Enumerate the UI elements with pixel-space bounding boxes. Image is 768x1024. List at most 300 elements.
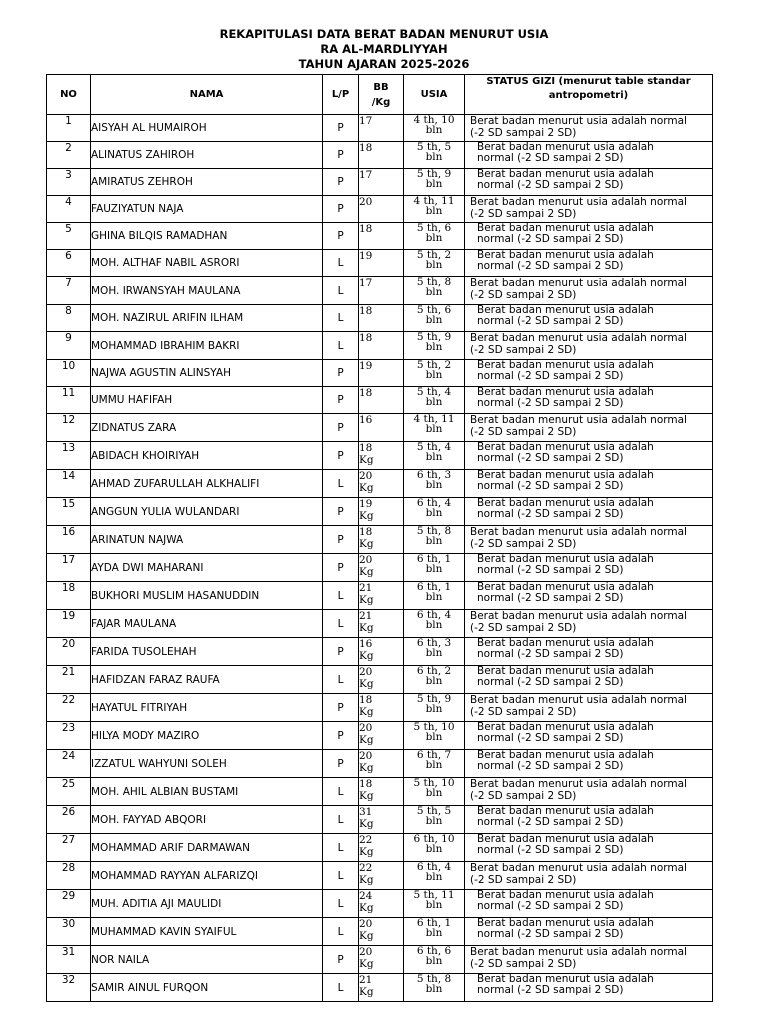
age-unit: bln: [425, 314, 443, 326]
age-unit: bln: [425, 151, 443, 163]
status-text: [465, 610, 712, 634]
status-line-1: Berat badan menurut usia adalah normal: [470, 277, 687, 289]
status-line-1: Berat badan menurut usia adalah: [477, 889, 654, 901]
header-bb-line1: BB: [373, 81, 389, 93]
table-row: [47, 974, 713, 1002]
status-line-1: Berat badan menurut usia adalah normal: [470, 694, 687, 706]
weight-value: 18: [359, 305, 373, 317]
weight-kg: [359, 305, 404, 332]
row-number: 13: [47, 442, 91, 470]
age: [404, 142, 465, 169]
status-line-2: (-2 SD sampai 2 SD): [470, 622, 577, 634]
status-line-2: (-2 SD sampai 2 SD): [470, 538, 577, 550]
status-line-2: (-2 SD sampai 2 SD): [470, 706, 577, 718]
row-number: 6: [47, 250, 91, 277]
status-text: [465, 115, 712, 139]
age-years-months: 6 th, 3: [416, 469, 452, 481]
student-name: ABIDACH KHOIRIYAH: [91, 442, 323, 470]
title-line-1: REKAPITULASI DATA BERAT BADAN MENURUT USIA: [219, 27, 549, 41]
weight-kg: [359, 277, 404, 305]
status-line-1: Berat badan menurut usia adalah: [477, 386, 654, 398]
table-row: [47, 554, 713, 582]
weight-value: 18: [359, 332, 373, 344]
age-years-months: 5 th, 5: [416, 141, 452, 153]
table-row: [47, 946, 713, 974]
status-line-2: (-2 SD sampai 2 SD): [470, 289, 577, 301]
nutrition-status: [465, 778, 713, 806]
row-number: 5: [47, 223, 91, 250]
status-text: [465, 666, 712, 688]
age-unit: bln: [425, 232, 443, 244]
gender: L: [323, 332, 359, 360]
age: [404, 360, 465, 387]
row-number: 15: [47, 498, 91, 526]
status-line-1: Berat badan menurut usia adalah normal: [470, 946, 687, 958]
age-unit: bln: [425, 259, 443, 271]
status-line-1: Berat badan menurut usia adalah: [477, 917, 654, 929]
age-unit: bln: [425, 899, 443, 911]
age-years-months: 6 th, 2: [416, 665, 452, 677]
status-line-1: Berat badan menurut usia adalah: [477, 249, 654, 261]
status-text: [465, 722, 712, 744]
table-header-row: [47, 75, 713, 115]
age-years-months: 5 th, 9: [416, 331, 452, 343]
age-years-months: 5 th, 6: [416, 222, 452, 234]
weight-kg: [359, 414, 404, 442]
age-years-months: 4 th, 11: [413, 413, 455, 425]
row-number: 24: [47, 750, 91, 778]
weight-value: 18: [359, 694, 373, 706]
age: [404, 305, 465, 332]
age: [404, 582, 465, 610]
gender: P: [323, 750, 359, 778]
nutrition-status: [465, 610, 713, 638]
weight-kg: [359, 223, 404, 250]
nutrition-status: [465, 946, 713, 974]
status-line-2: normal (-2 SD sampai 2 SD): [477, 592, 624, 604]
weight-value: 24: [359, 890, 373, 902]
weight-kg: [359, 974, 404, 1002]
gender: L: [323, 974, 359, 1002]
row-number: 31: [47, 946, 91, 974]
age-unit: bln: [425, 703, 443, 715]
student-name: NAJWA AGUSTIN ALINSYAH: [91, 360, 323, 387]
weight-unit: Kg: [359, 986, 374, 998]
title-line-3: TAHUN AJARAN 2025-2026: [298, 57, 470, 71]
age-years-months: 6 th, 4: [416, 497, 452, 509]
weight-kg: [359, 554, 404, 582]
student-name: MOH. ALTHAF NABIL ASRORI: [91, 250, 323, 277]
nutrition-status: [465, 918, 713, 946]
age-unit: bln: [425, 815, 443, 827]
status-text: [465, 387, 712, 409]
table-row: [47, 360, 713, 387]
age: [404, 250, 465, 277]
status-text: [465, 196, 712, 220]
status-text: [465, 778, 712, 802]
weight-value: 18: [359, 442, 373, 454]
gender: P: [323, 387, 359, 414]
weight-value: 31: [359, 806, 373, 818]
status-line-1: Berat badan menurut usia adalah: [477, 721, 654, 733]
age-years-months: 6 th, 4: [416, 609, 452, 621]
age-unit: bln: [425, 178, 443, 190]
nutrition-status: [465, 666, 713, 694]
gender: P: [323, 223, 359, 250]
student-name: FAJAR MAULANA: [91, 610, 323, 638]
weight-value: 18: [359, 526, 373, 538]
student-name: IZZATUL WAHYUNI SOLEH: [91, 750, 323, 778]
student-name: FAUZIYATUN NAJA: [91, 196, 323, 223]
row-number: 8: [47, 305, 91, 332]
age: [404, 414, 465, 442]
weight-value: 16: [359, 414, 373, 426]
age: [404, 442, 465, 470]
gender: L: [323, 582, 359, 610]
status-line-2: (-2 SD sampai 2 SD): [470, 874, 577, 886]
status-line-2: normal (-2 SD sampai 2 SD): [477, 179, 624, 191]
weight-kg: [359, 610, 404, 638]
status-line-2: normal (-2 SD sampai 2 SD): [477, 564, 624, 576]
status-line-2: normal (-2 SD sampai 2 SD): [477, 676, 624, 688]
gender: P: [323, 694, 359, 722]
age-years-months: 6 th, 1: [416, 581, 452, 593]
status-text: [465, 250, 712, 272]
nutrition-status: [465, 498, 713, 526]
table-row: [47, 582, 713, 610]
student-name: MOHAMMAD ARIF DARMAWAN: [91, 834, 323, 862]
weight-kg: [359, 142, 404, 169]
status-line-1: Berat badan menurut usia adalah normal: [470, 414, 687, 426]
gender: L: [323, 806, 359, 834]
status-line-2: normal (-2 SD sampai 2 SD): [477, 508, 624, 520]
age-unit: bln: [425, 451, 443, 463]
weight-table: [46, 74, 713, 1002]
table-row: [47, 638, 713, 666]
gender: P: [323, 196, 359, 223]
student-name: FARIDA TUSOLEHAH: [91, 638, 323, 666]
nutrition-status: [465, 223, 713, 250]
student-name: ANGGUN YULIA WULANDARI: [91, 498, 323, 526]
age: [404, 946, 465, 974]
status-line-2: normal (-2 SD sampai 2 SD): [477, 844, 624, 856]
age-years-months: 5 th, 5: [416, 805, 452, 817]
weight-value: 19: [359, 250, 373, 262]
weight-kg: [359, 638, 404, 666]
table-row: [47, 806, 713, 834]
row-number: 7: [47, 277, 91, 305]
student-name: MOHAMMAD IBRAHIM BAKRI: [91, 332, 323, 360]
student-name: ALINATUS ZAHIROH: [91, 142, 323, 169]
age-years-months: 5 th, 9: [416, 168, 452, 180]
age: [404, 834, 465, 862]
status-text: [465, 694, 712, 718]
status-line-1: Berat badan menurut usia adalah: [477, 805, 654, 817]
row-number: 17: [47, 554, 91, 582]
age: [404, 890, 465, 918]
row-number: 21: [47, 666, 91, 694]
age-unit: bln: [425, 647, 443, 659]
status-text: [465, 890, 712, 912]
age: [404, 918, 465, 946]
status-line-2: normal (-2 SD sampai 2 SD): [477, 760, 624, 772]
weight-value: 20: [359, 722, 373, 734]
gender: L: [323, 470, 359, 498]
student-name: BUKHORI MUSLIM HASANUDDIN: [91, 582, 323, 610]
gender: P: [323, 554, 359, 582]
gender: L: [323, 890, 359, 918]
status-line-1: Berat badan menurut usia adalah normal: [470, 196, 687, 208]
gender: L: [323, 250, 359, 277]
gender: L: [323, 666, 359, 694]
gender: P: [323, 526, 359, 554]
row-number: 22: [47, 694, 91, 722]
status-text: [465, 360, 712, 382]
nutrition-status: [465, 526, 713, 554]
table-row: [47, 918, 713, 946]
age-unit: bln: [425, 675, 443, 687]
row-number: 29: [47, 890, 91, 918]
status-text: [465, 862, 712, 886]
status-line-1: Berat badan menurut usia adalah normal: [470, 610, 687, 622]
weight-unit: Kg: [359, 706, 374, 718]
status-line-2: normal (-2 SD sampai 2 SD): [477, 816, 624, 828]
status-line-1: Berat badan menurut usia adalah normal: [470, 332, 687, 344]
age-unit: bln: [425, 286, 443, 298]
weight-kg: [359, 862, 404, 890]
nutrition-status: [465, 387, 713, 414]
age-unit: bln: [425, 619, 443, 631]
student-name: ARINATUN NAJWA: [91, 526, 323, 554]
status-text: [465, 526, 712, 550]
status-text: [465, 946, 712, 970]
age-years-months: 5 th, 2: [416, 359, 452, 371]
table-row: [47, 414, 713, 442]
student-name: MOHAMMAD RAYYAN ALFARIZQI: [91, 862, 323, 890]
student-name: GHINA BILQIS RAMADHAN: [91, 223, 323, 250]
table-row: [47, 169, 713, 196]
weight-kg: [359, 498, 404, 526]
weight-unit: Kg: [359, 734, 374, 746]
status-line-2: normal (-2 SD sampai 2 SD): [477, 452, 624, 464]
table-row: [47, 610, 713, 638]
age-unit: bln: [425, 479, 443, 491]
status-line-2: (-2 SD sampai 2 SD): [470, 958, 577, 970]
status-line-2: normal (-2 SD sampai 2 SD): [477, 732, 624, 744]
header-bb-line2: /Kg: [371, 96, 391, 108]
age: [404, 223, 465, 250]
table-row: [47, 142, 713, 169]
age-unit: bln: [425, 396, 443, 408]
status-line-1: Berat badan menurut usia adalah: [477, 469, 654, 481]
row-number: 11: [47, 387, 91, 414]
age-years-months: 4 th, 11: [413, 195, 455, 207]
status-text: [465, 277, 712, 301]
nutrition-status: [465, 332, 713, 360]
status-line-2: (-2 SD sampai 2 SD): [470, 426, 577, 438]
status-text: [465, 554, 712, 576]
status-text: [465, 638, 712, 660]
status-line-1: Berat badan menurut usia adalah: [477, 141, 654, 153]
gender: P: [323, 360, 359, 387]
status-line-2: normal (-2 SD sampai 2 SD): [477, 233, 624, 245]
row-number: 23: [47, 722, 91, 750]
weight-kg: [359, 918, 404, 946]
age-years-months: 5 th, 6: [416, 304, 452, 316]
age: [404, 196, 465, 223]
row-number: 19: [47, 610, 91, 638]
header-nama: NAMA: [91, 75, 323, 115]
age: [404, 277, 465, 305]
weight-value: 20: [359, 750, 373, 762]
age-unit: bln: [425, 787, 443, 799]
weight-unit: Kg: [359, 566, 374, 578]
row-number: 9: [47, 332, 91, 360]
weight-kg: [359, 169, 404, 196]
age-years-months: 5 th, 8: [416, 973, 452, 985]
nutrition-status: [465, 638, 713, 666]
nutrition-status: [465, 414, 713, 442]
row-number: 16: [47, 526, 91, 554]
status-line-1: Berat badan menurut usia adalah: [477, 497, 654, 509]
student-name: MOH. FAYYAD ABQORI: [91, 806, 323, 834]
row-number: 4: [47, 196, 91, 223]
status-text: [465, 918, 712, 940]
table-row: [47, 332, 713, 360]
student-name: ZIDNATUS ZARA: [91, 414, 323, 442]
gender: P: [323, 722, 359, 750]
weight-value: 21: [359, 974, 373, 986]
weight-unit: Kg: [359, 902, 374, 914]
age-years-months: 5 th, 9: [416, 693, 452, 705]
student-name: NOR NAILA: [91, 946, 323, 974]
status-line-1: Berat badan menurut usia adalah: [477, 833, 654, 845]
weight-unit: Kg: [359, 958, 374, 970]
status-text: [465, 305, 712, 327]
weight-kg: [359, 666, 404, 694]
weight-value: 20: [359, 554, 373, 566]
gender: L: [323, 305, 359, 332]
table-row: [47, 666, 713, 694]
weight-value: 17: [359, 115, 373, 127]
weight-unit: Kg: [359, 594, 374, 606]
age: [404, 694, 465, 722]
age: [404, 387, 465, 414]
weight-value: 20: [359, 470, 373, 482]
status-line-1: Berat badan menurut usia adalah: [477, 973, 654, 985]
weight-value: 20: [359, 666, 373, 678]
weight-kg: [359, 526, 404, 554]
nutrition-status: [465, 277, 713, 305]
weight-unit: Kg: [359, 538, 374, 550]
status-text: [465, 582, 712, 604]
status-line-1: Berat badan menurut usia adalah: [477, 441, 654, 453]
student-name: MUH. ADITIA AJI MAULIDI: [91, 890, 323, 918]
weight-unit: Kg: [359, 678, 374, 690]
table-row: [47, 834, 713, 862]
status-text: [465, 974, 712, 996]
row-number: 28: [47, 862, 91, 890]
age-years-months: 5 th, 10: [413, 777, 455, 789]
weight-value: 20: [359, 196, 373, 208]
status-line-2: normal (-2 SD sampai 2 SD): [477, 370, 624, 382]
nutrition-status: [465, 470, 713, 498]
status-text: [465, 498, 712, 520]
nutrition-status: [465, 115, 713, 142]
age-years-months: 5 th, 2: [416, 249, 452, 261]
gender: L: [323, 918, 359, 946]
weight-kg: [359, 442, 404, 470]
nutrition-status: [465, 142, 713, 169]
status-text: [465, 834, 712, 856]
title-line-2: RA AL-MARDLIYYAH: [320, 42, 448, 56]
gender: L: [323, 834, 359, 862]
age: [404, 554, 465, 582]
weight-kg: [359, 332, 404, 360]
status-line-1: Berat badan menurut usia adalah: [477, 581, 654, 593]
table-row: [47, 387, 713, 414]
gender: P: [323, 115, 359, 142]
status-line-1: Berat badan menurut usia adalah normal: [470, 115, 687, 127]
weight-kg: [359, 778, 404, 806]
weight-value: 17: [359, 169, 373, 181]
table-row: [47, 442, 713, 470]
nutrition-status: [465, 862, 713, 890]
status-line-2: normal (-2 SD sampai 2 SD): [477, 152, 624, 164]
table-row: [47, 277, 713, 305]
weight-value: 18: [359, 142, 373, 154]
age: [404, 498, 465, 526]
age: [404, 806, 465, 834]
table-row: [47, 778, 713, 806]
row-number: 27: [47, 834, 91, 862]
status-line-2: normal (-2 SD sampai 2 SD): [477, 900, 624, 912]
age-unit: bln: [425, 205, 443, 217]
student-name: AHMAD ZUFARULLAH ALKHALIFI: [91, 470, 323, 498]
age-years-months: 5 th, 11: [413, 889, 455, 901]
student-name: MUHAMMAD KAVIN SYAIFUL: [91, 918, 323, 946]
weight-kg: [359, 115, 404, 142]
student-name: HAFIDZAN FARAZ RAUFA: [91, 666, 323, 694]
status-line-2: normal (-2 SD sampai 2 SD): [477, 397, 624, 409]
age-years-months: 6 th, 3: [416, 637, 452, 649]
gender: P: [323, 169, 359, 196]
age: [404, 526, 465, 554]
weight-unit: Kg: [359, 650, 374, 662]
status-line-2: (-2 SD sampai 2 SD): [470, 790, 577, 802]
gender: L: [323, 610, 359, 638]
weight-unit: Kg: [359, 510, 374, 522]
nutrition-status: [465, 806, 713, 834]
student-name: MOH. IRWANSYAH MAULANA: [91, 277, 323, 305]
age-years-months: 5 th, 4: [416, 386, 452, 398]
weight-kg: [359, 946, 404, 974]
age-unit: bln: [425, 507, 443, 519]
age-unit: bln: [425, 591, 443, 603]
weight-kg: [359, 722, 404, 750]
age: [404, 666, 465, 694]
age-years-months: 5 th, 4: [416, 441, 452, 453]
weight-value: 22: [359, 862, 373, 874]
status-line-2: (-2 SD sampai 2 SD): [470, 127, 577, 139]
nutrition-status: [465, 974, 713, 1002]
age: [404, 470, 465, 498]
age: [404, 750, 465, 778]
age-unit: bln: [425, 731, 443, 743]
student-name: AISYAH AL HUMAIROH: [91, 115, 323, 142]
header-bb: [359, 75, 404, 115]
status-line-1: Berat badan menurut usia adalah normal: [470, 862, 687, 874]
